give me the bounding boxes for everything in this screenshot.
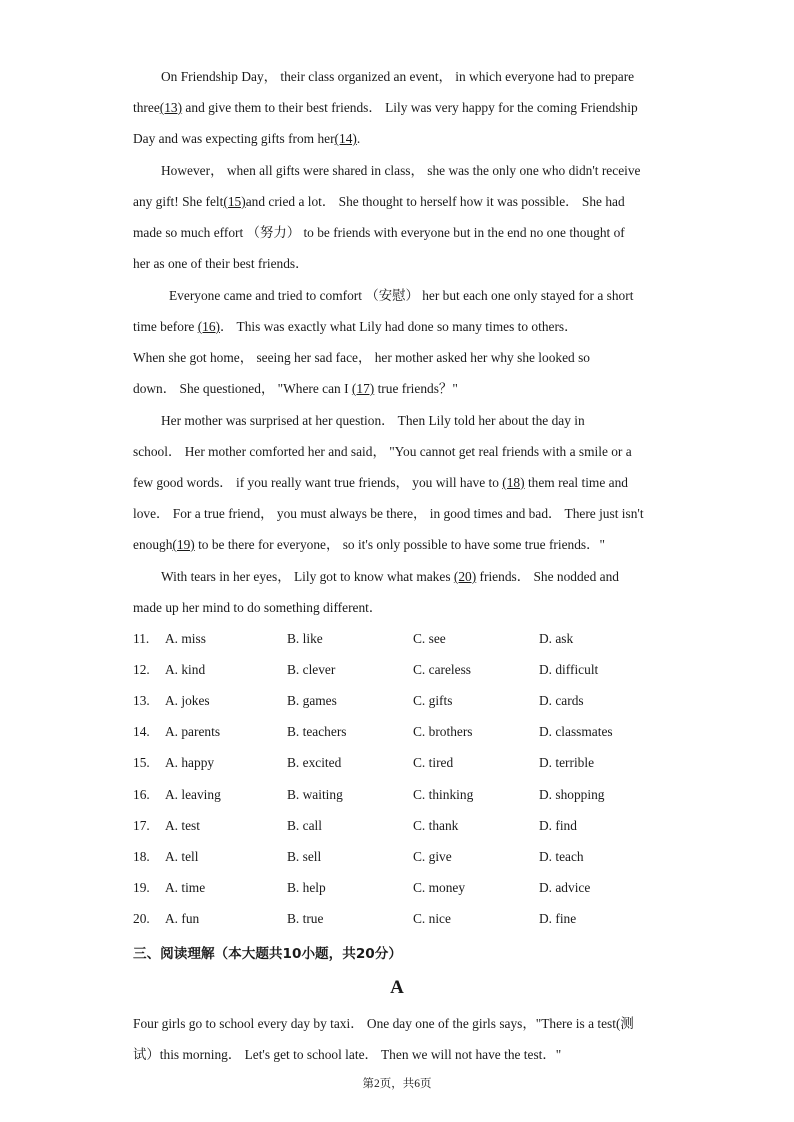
- passage-line: [161, 163, 641, 179]
- option-a: A. test: [165, 817, 200, 833]
- blank-number: (17): [351, 381, 375, 396]
- option-d: D. fine: [539, 910, 577, 926]
- option-b: B. waiting: [287, 786, 343, 802]
- option-a: A. fun: [165, 910, 200, 926]
- passage-text: friends． She nodded and: [476, 569, 619, 584]
- passage-a-line: Four girls go to school every day by taxi． One day one of the girls says，"There is a test(测: [133, 1016, 634, 1031]
- option-c: C. nice: [413, 910, 451, 926]
- blank-number: (19): [172, 537, 195, 552]
- option-b: B. like: [287, 631, 323, 646]
- blank-number: (13): [159, 100, 183, 115]
- passage-line: [133, 100, 638, 116]
- option-c: C. brothers: [413, 724, 473, 740]
- option-a: A. leaving: [165, 786, 221, 802]
- question-number: 14.: [133, 724, 150, 740]
- option-a: A. kind: [165, 662, 206, 678]
- option-c: C. money: [413, 879, 466, 895]
- option-b: B. call: [287, 817, 322, 833]
- question-number: 19.: [133, 879, 150, 895]
- option-b: B. help: [287, 879, 326, 895]
- passage-text: them real time and: [524, 475, 628, 490]
- passage-text: ． This was exactly what Lily had done so many times to others．: [220, 319, 578, 334]
- passage-text: and give them to their best friends． Lily was very happy for the coming Friendship: [182, 100, 638, 115]
- question-number: 16.: [133, 786, 150, 802]
- page-footer: 第2页，共6页: [362, 1078, 432, 1090]
- passage-text: few good words． if you really want true friends， you will have to: [133, 475, 503, 490]
- option-d: D. shopping: [539, 786, 605, 802]
- blank-number: (18): [502, 475, 525, 490]
- option-d: D. ask: [539, 631, 574, 646]
- passage-line: [161, 69, 634, 85]
- passage-line: [133, 381, 458, 397]
- option-b: B. excited: [287, 755, 342, 771]
- option-a: A. miss: [165, 631, 206, 646]
- passage-line: [133, 444, 632, 460]
- passage-text: made up her mind to do something different．: [133, 600, 383, 615]
- passage-a-line: 试）this morning． Let's get to school late． Then we will not have the test．": [133, 1047, 562, 1062]
- option-a: A. tell: [165, 848, 199, 864]
- option-a: A. time: [165, 879, 206, 895]
- blank-number: (15): [223, 194, 246, 209]
- passage-text: and cried a lot． She thought to herself how it was possible． She had: [245, 194, 625, 209]
- option-a: A. jokes: [165, 693, 210, 709]
- option-b: B. games: [287, 693, 337, 709]
- passage-text: .: [356, 131, 361, 146]
- option-a: A. happy: [165, 755, 215, 771]
- passage-text: her as one of their best friends．: [133, 256, 309, 271]
- section-title: 三、阅读理解（本大题共10小题，共20分）: [133, 946, 402, 962]
- option-c: C. gifts: [413, 693, 453, 709]
- passage-heading: A: [390, 977, 404, 998]
- option-d: D. classmates: [539, 724, 613, 740]
- option-b: B. sell: [287, 848, 322, 864]
- option-d: D. difficult: [539, 662, 599, 678]
- passage-text: When she got home， seeing her sad face， her mother asked her why she looked so: [133, 350, 591, 365]
- passage-text: enough: [133, 537, 173, 552]
- passage-text: love． For a true friend， you must always be there， in good times and bad． There just isn't: [133, 506, 644, 521]
- passage-text: Her mother was surprised at her question． Then Lily told her about the day in: [161, 413, 585, 428]
- passage-text: to be there for everyone， so it's only possible to have some true friends．": [194, 537, 605, 552]
- option-b: B. clever: [287, 662, 336, 678]
- passage-text: Everyone came and tried to comfort （安慰） her but each one only stayed for a short: [169, 288, 634, 303]
- option-c: C. thinking: [413, 786, 474, 802]
- question-number: 13.: [133, 693, 150, 709]
- passage-line: [133, 506, 644, 522]
- passage-line: [133, 475, 628, 491]
- option-d: D. terrible: [539, 755, 595, 771]
- blank-number: (20): [453, 569, 477, 584]
- passage-text: any gift! She felt: [133, 194, 224, 209]
- passage-line: [133, 225, 625, 241]
- question-number: 17.: [133, 817, 150, 833]
- passage-line: [133, 600, 382, 616]
- option-c: C. careless: [413, 662, 472, 678]
- passage-text: school． Her mother comforted her and said， "You cannot get real friends with a smile or a: [133, 444, 632, 459]
- passage-line: [161, 569, 619, 585]
- passage-text: down． She questioned， "Where can I: [133, 381, 352, 396]
- passage-line: [133, 131, 360, 147]
- question-number: 18.: [133, 848, 150, 864]
- passage-text: On Friendship Day， their class organized an event， in which everyone had to prepare: [161, 69, 635, 84]
- passage-text: time before: [133, 319, 198, 334]
- passage-text: However， when all gifts were shared in class， she was the only one who didn't receive: [161, 163, 641, 178]
- passage-text: three: [133, 100, 160, 115]
- option-d: D. find: [539, 817, 577, 833]
- option-a: A. parents: [165, 724, 221, 740]
- question-number: 12.: [133, 662, 150, 678]
- passage-line: [169, 288, 633, 304]
- option-b: B. true: [287, 910, 324, 926]
- option-c: C. thank: [413, 817, 459, 833]
- blank-number: (14): [334, 131, 357, 146]
- passage-line: [133, 537, 605, 553]
- passage-text: made so much effort （努力） to be friends with everyone but in the end no one thought of: [133, 225, 625, 240]
- question-number: 15.: [133, 755, 150, 771]
- blank-number: (16): [197, 319, 221, 334]
- passage-text: true friends？": [374, 381, 458, 396]
- question-number: 20.: [133, 910, 150, 926]
- option-d: D. advice: [539, 879, 591, 895]
- option-c: C. see: [413, 631, 446, 646]
- passage-text: Day and was expecting gifts from her: [133, 131, 335, 146]
- question-number: 11.: [133, 631, 150, 646]
- passage-text: With tears in her eyes， Lily got to know what makes: [161, 569, 454, 584]
- option-c: C. give: [413, 848, 452, 864]
- passage-line: [133, 194, 625, 210]
- option-d: D. cards: [539, 693, 584, 709]
- passage-line: [161, 413, 585, 429]
- passage-line: [133, 319, 578, 335]
- option-b: B. teachers: [287, 724, 347, 740]
- passage-line: [133, 256, 309, 272]
- option-c: C. tired: [413, 755, 454, 771]
- passage-line: [133, 350, 590, 366]
- option-d: D. teach: [539, 848, 584, 864]
